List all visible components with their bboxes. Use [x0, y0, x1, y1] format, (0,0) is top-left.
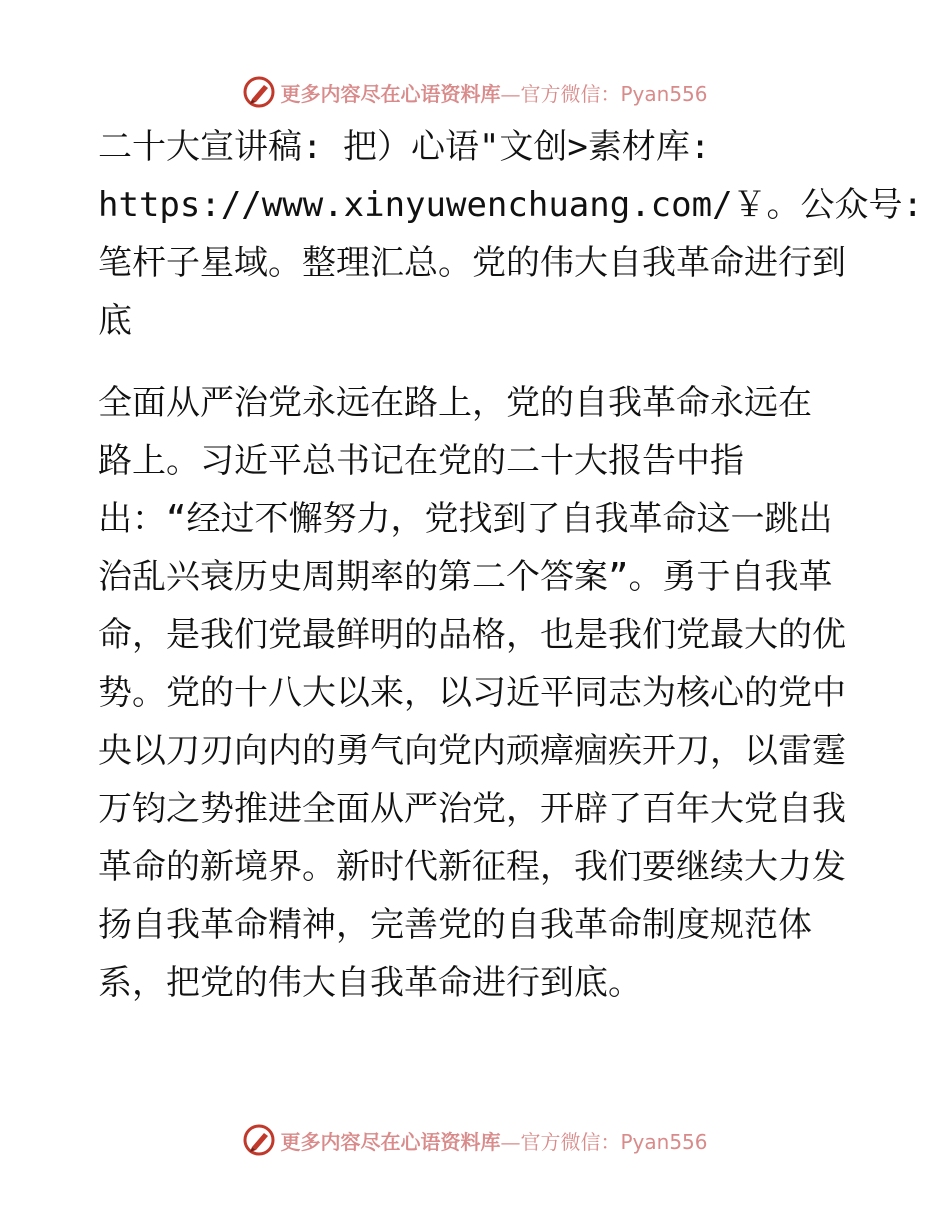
paragraph-main: [98, 374, 850, 1012]
footer-wechat-label: 官方微信：: [520, 1129, 621, 1154]
text-line: 二十大宣讲稿: 把）心语"文创>素材库:: [98, 127, 711, 167]
footer-site-text: 更多内容尽在心语资料库: [280, 1129, 501, 1154]
header-separator: —: [500, 81, 521, 106]
text-line: https://www.xinyuwenchuang.com/￥。公众号:: [98, 185, 924, 225]
footer-banner: [0, 1120, 950, 1160]
text-line: 笔杆子星域。整理汇总。党的伟大自我革命进行到: [98, 243, 846, 283]
text-line: 扬自我革命精神，完善党的自我革命制度规范体: [98, 905, 812, 945]
text-line: 底: [98, 301, 132, 341]
text-line: 革命的新境界。新时代新征程，我们要继续大力发: [98, 847, 846, 887]
pen-logo-icon: [242, 75, 276, 109]
text-line: 央以刀刃向内的勇气向党内顽瘴痼疾开刀，以雷霆: [98, 731, 846, 771]
footer-separator: —: [500, 1129, 521, 1154]
text-line: 路上。习近平总书记在党的二十大报告中指: [98, 441, 744, 481]
header-banner-text: [280, 78, 707, 107]
text-line: 万钧之势推进全面从严治党，开辟了百年大党自我: [98, 789, 846, 829]
pen-logo-icon: [242, 1123, 276, 1157]
paragraph-intro: [98, 118, 924, 350]
text-line: 命，是我们党最鲜明的品格，也是我们党最大的优: [98, 615, 846, 655]
text-line: 出：“经过不懈努力，党找到了自我革命这一跳出: [98, 499, 833, 539]
footer-banner-text: [280, 1126, 707, 1155]
header-site-text: 更多内容尽在心语资料库: [280, 81, 501, 106]
header-wechat-id: Pyan556: [620, 81, 708, 106]
header-wechat-label: 官方微信：: [520, 81, 621, 106]
text-line: 治乱兴衰历史周期率的第二个答案”。勇于自我革: [98, 557, 833, 597]
text-line: 全面从严治党永远在路上，党的自我革命永远在: [98, 383, 812, 423]
header-banner: [0, 72, 950, 112]
footer-wechat-id: Pyan556: [620, 1129, 708, 1154]
text-line: 系，把党的伟大自我革命进行到底。: [98, 963, 642, 1003]
text-line: 势。党的十八大以来，以习近平同志为核心的党中: [98, 673, 846, 713]
